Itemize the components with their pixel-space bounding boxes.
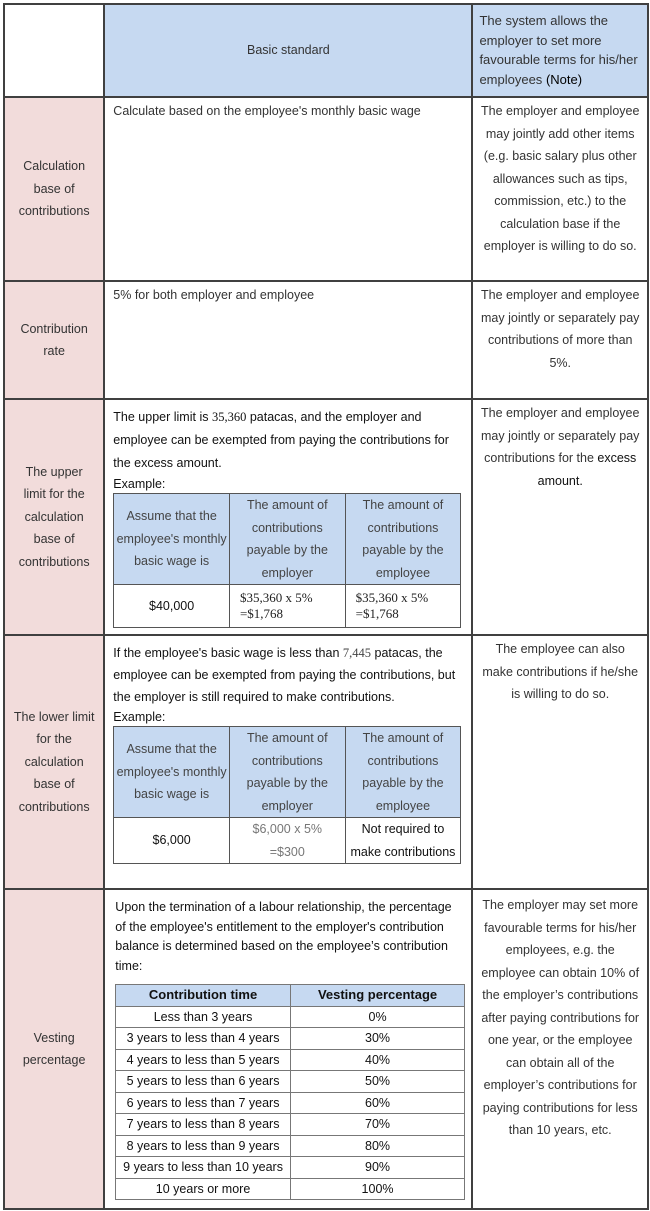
- row-contribution-rate: [4, 281, 648, 399]
- row-label-line: limit for the: [23, 487, 85, 502]
- example-header-cell: Assume that the employee's monthly basic wage is: [114, 727, 230, 818]
- vesting-row: [116, 1178, 465, 1200]
- vesting-percent-cell: 100%: [290, 1178, 465, 1200]
- note-text: The employer may set more favourable terms for his/her employees, e.g. the employee can obtain 10% of the employer’s contributions after paying contributions for one year, or the employee can obtain all of the employer’s contributions for paying contributions for less than 10 years, etc.: [481, 898, 640, 1137]
- example-wage-value: $40,000: [114, 585, 230, 628]
- example-value-row: [114, 585, 461, 628]
- basic-upper-limit: [104, 399, 472, 635]
- header-note-label: (Note): [545, 71, 583, 87]
- row-label-upper-limit: [4, 399, 104, 635]
- row-upper-limit: [4, 399, 648, 635]
- example-label: Example:: [113, 477, 166, 491]
- basic-text: If the employee's basic wage is less than: [113, 646, 340, 660]
- vesting-intro: Upon the termination of a labour relationship, the percentage of the employee's entitlement to the employer's contribution balance is determined based on the employee’s contribution time:: [115, 900, 452, 973]
- mpf-comparison-table: [3, 3, 649, 1210]
- header-favourable-terms-text: The system allows the employer to set more favourable terms for his/her employees: [479, 13, 638, 87]
- row-label-contribution-rate: [4, 281, 104, 399]
- lower-limit-value: 7,445: [342, 646, 372, 660]
- row-label-lower-limit: [4, 635, 104, 889]
- example-header-row: [114, 727, 461, 818]
- calc-line: $6,000 x 5%: [252, 822, 323, 836]
- note-vesting: [472, 889, 648, 1209]
- note-text: The employee can also make contributions if he/she is willing to do so.: [482, 642, 639, 701]
- row-vesting-percentage: [4, 889, 648, 1209]
- note-lower-limit: [472, 635, 648, 889]
- vesting-time-cell: 7 years to less than 8 years: [116, 1114, 291, 1136]
- basic-lower-limit: [104, 635, 472, 889]
- vesting-percent-cell: 50%: [290, 1071, 465, 1093]
- calc-line: =$1,768: [239, 606, 284, 621]
- row-label-line: contributions: [18, 554, 90, 569]
- example-header-row: [114, 494, 461, 585]
- upper-limit-value: 35,360: [211, 410, 247, 424]
- vesting-row: [116, 1157, 465, 1179]
- vesting-percent-cell: 60%: [290, 1092, 465, 1114]
- row-label-line: Calculation: [23, 159, 86, 174]
- vesting-row: [116, 1114, 465, 1136]
- basic-calculation-base: [104, 97, 472, 281]
- row-lower-limit: [4, 635, 648, 889]
- row-label-line: base of: [33, 532, 75, 547]
- example-label: Example:: [113, 710, 166, 724]
- example-header-cell: The amount of contributions payable by the employee: [345, 727, 461, 818]
- upper-example-table: [113, 493, 461, 628]
- row-label-line: Contribution: [20, 321, 88, 336]
- example-header-cell: Assume that the employee's monthly basic wage is: [114, 494, 230, 585]
- header-favourable-terms: [472, 4, 648, 97]
- example-header-cell: The amount of contributions payable by the employer: [229, 494, 345, 585]
- vesting-row: [116, 1006, 465, 1028]
- row-calculation-base: [4, 97, 648, 281]
- vesting-percent-cell: 30%: [290, 1028, 465, 1050]
- vesting-percent-cell: 80%: [290, 1135, 465, 1157]
- calc-line: $35,360 x 5%: [355, 590, 429, 605]
- header-corner-cell: [4, 4, 104, 97]
- note-calculation-base: [472, 97, 648, 281]
- vesting-time-cell: 9 years to less than 10 years: [116, 1157, 291, 1179]
- vesting-row: [116, 1049, 465, 1071]
- row-label-line: Vesting: [33, 1030, 75, 1045]
- example-employee-value: [345, 585, 461, 628]
- note-text: The employer and employee may jointly add other items (e.g. basic salary plus other allowances such as tips, commission, etc.) to the calculation base if the employer is willing to do so.: [481, 104, 640, 253]
- vesting-percent-cell: 0%: [290, 1006, 465, 1028]
- row-label-line: base of: [33, 777, 75, 792]
- vesting-time-cell: 5 years to less than 6 years: [116, 1071, 291, 1093]
- vesting-header-percent: Vesting percentage: [290, 985, 465, 1007]
- row-label-line: The lower limit: [13, 709, 95, 724]
- example-employer-value: [229, 585, 345, 628]
- vesting-time-cell: Less than 3 years: [116, 1006, 291, 1028]
- basic-text: Calculate based on the employee's monthly basic wage: [113, 104, 421, 118]
- vesting-time-cell: 6 years to less than 7 years: [116, 1092, 291, 1114]
- example-header-cell: The amount of contributions payable by the employee: [345, 494, 461, 585]
- row-label-line: percentage: [22, 1053, 86, 1067]
- vesting-time-cell: 3 years to less than 4 years: [116, 1028, 291, 1050]
- row-label-line: for the: [36, 732, 72, 747]
- example-wage-value: $6,000: [114, 818, 230, 864]
- example-header-cell: The amount of contributions payable by the employer: [229, 727, 345, 818]
- vesting-header-time: Contribution time: [116, 985, 291, 1007]
- row-label-calculation-base: [4, 97, 104, 281]
- row-label-line: rate: [43, 344, 65, 358]
- header-basic-standard: [104, 4, 472, 97]
- vesting-header-row: [116, 985, 465, 1007]
- lower-example-table: [113, 726, 461, 864]
- basic-vesting: [104, 889, 472, 1209]
- calc-line: =$1,768: [355, 606, 399, 621]
- row-label-line: calculation: [24, 509, 84, 524]
- vesting-table: [115, 984, 465, 1200]
- note-upper-limit: [472, 399, 648, 635]
- header-row: [4, 4, 648, 97]
- vesting-row: [116, 1071, 465, 1093]
- vesting-row: [116, 1135, 465, 1157]
- basic-contribution-rate: [104, 281, 472, 399]
- vesting-time-cell: 10 years or more: [116, 1178, 291, 1200]
- row-label-line: base of: [33, 181, 75, 196]
- note-text: The employer and employee may jointly or separately pay contributions for the: [481, 406, 640, 465]
- calc-line: $35,360 x 5%: [239, 590, 313, 605]
- vesting-percent-cell: 40%: [290, 1049, 465, 1071]
- vesting-percent-cell: 90%: [290, 1157, 465, 1179]
- vesting-row: [116, 1028, 465, 1050]
- example-employer-value: [229, 818, 345, 864]
- basic-text: 5% for both employer and employee: [113, 288, 315, 302]
- row-label-line: contributions: [18, 799, 90, 814]
- vesting-row: [116, 1092, 465, 1114]
- vesting-percent-cell: 70%: [290, 1114, 465, 1136]
- vesting-time-cell: 4 years to less than 5 years: [116, 1049, 291, 1071]
- example-value-row: [114, 818, 461, 864]
- basic-text: patacas, and the employer and employee can be exempted from paying the contributions for the excess amount.: [113, 410, 449, 470]
- basic-text: The upper limit is: [113, 410, 209, 424]
- note-emphasis: excess amount.: [537, 451, 637, 488]
- header-basic-standard-text: Basic standard: [247, 43, 330, 58]
- note-contribution-rate: [472, 281, 648, 399]
- row-label-line: contributions: [18, 204, 90, 219]
- vesting-time-cell: 8 years to less than 9 years: [116, 1135, 291, 1157]
- basic-text: patacas, the employee can be exempted from paying the contributions, but the employer is still required to make contributions.: [113, 646, 456, 704]
- row-label-line: calculation: [24, 754, 84, 769]
- row-label-line: The upper: [25, 464, 83, 479]
- note-text: The employer and employee may jointly or separately pay contributions of more than 5%.: [481, 288, 640, 370]
- example-employee-value: Not required to make contributions: [345, 818, 461, 864]
- calc-line: =$300: [269, 844, 305, 859]
- row-label-vesting: [4, 889, 104, 1209]
